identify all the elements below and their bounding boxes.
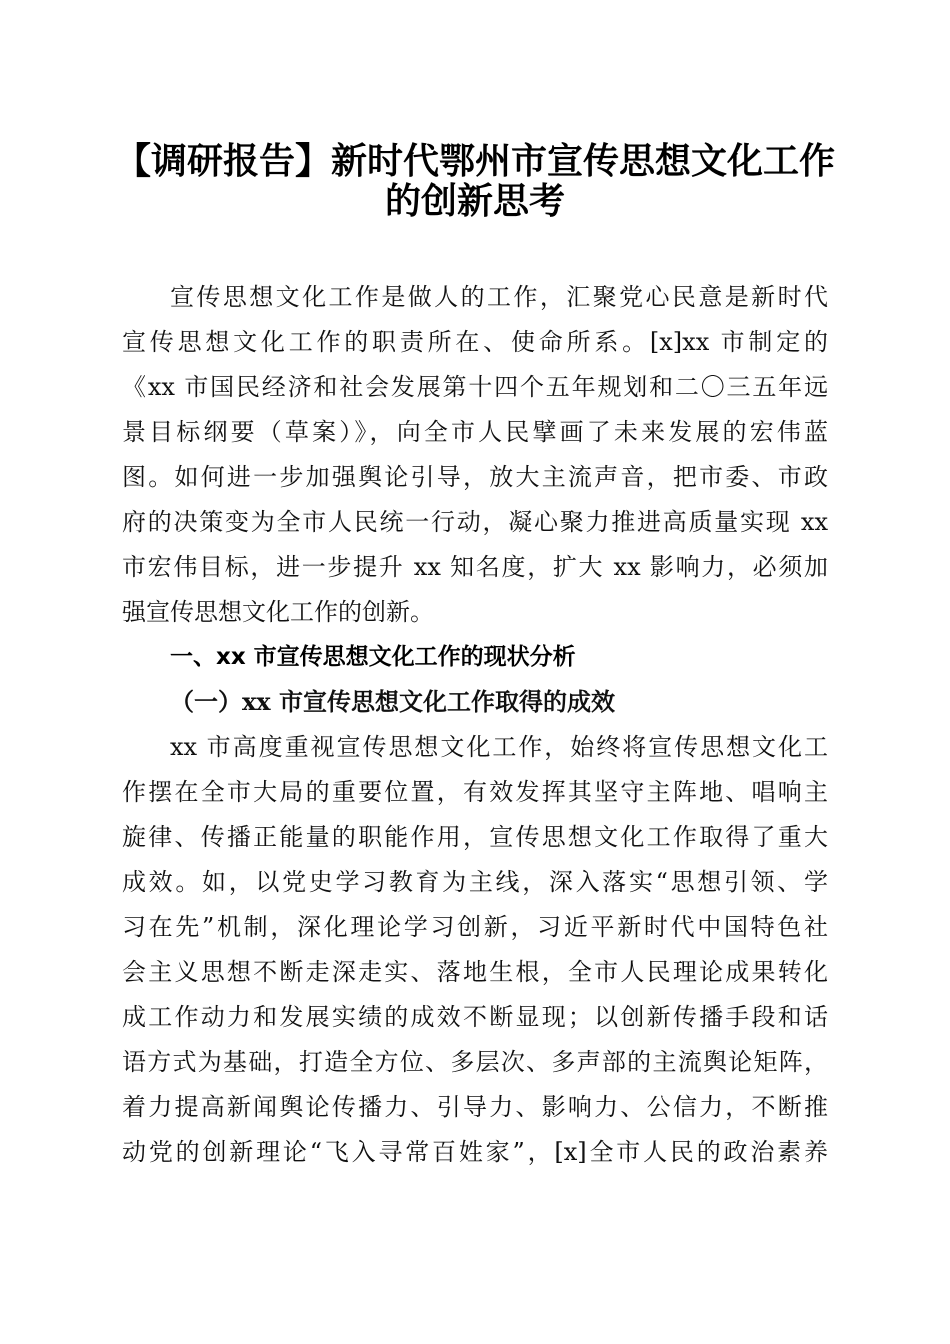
paragraph-line: 动党的创新理论“飞入寻常百姓家”，[x]全市人民的政治素养 [122,1138,828,1166]
paragraph-line: 宣传思想文化工作是做人的工作，汇聚党心民意是新时代 [170,283,828,311]
paragraph-line: 习在先”机制，深化理论学习创新，习近平新时代中国特色社 [122,913,828,941]
paragraph-line: 作摆在全市大局的重要位置，有效发挥其坚守主阵地、唱响主 [122,778,828,806]
paragraph-line: 成工作动力和发展实绩的成效不断显现；以创新传播手段和话 [122,1003,828,1031]
paragraph-line: 图。如何进一步加强舆论引导，放大主流声音，把市委、市政 [122,463,828,491]
paragraph-line: 会主义思想不断走深走实、落地生根，全市人民理论成果转化 [122,958,828,986]
subsection-heading: （一）xx 市宣传思想文化工作取得的成效 [170,687,615,716]
paragraph-line: 府的决策变为全市人民统一行动，凝心聚力推进高质量实现 xx [122,508,828,536]
paragraph-line: xx 市高度重视宣传思想文化工作，始终将宣传思想文化工 [170,733,828,761]
paragraph-line: 着力提高新闻舆论传播力、引导力、影响力、公信力，不断推 [122,1093,828,1121]
paragraph-line: 成效。如，以党史学习教育为主线，深入落实“思想引领、学 [122,868,828,896]
paragraph-line: 旋律、传播正能量的职能作用，宣传思想文化工作取得了重大 [122,823,828,851]
paragraph-line: 市宏伟目标，进一步提升 xx 知名度，扩大 xx 影响力，必须加 [122,553,828,581]
section-heading: 一、xx 市宣传思想文化工作的现状分析 [170,644,576,670]
document-title-line-2: 的创新思考 [384,181,565,222]
paragraph-line: 景目标纲要（草案）》，向全市人民擘画了未来发展的宏伟蓝 [122,418,828,446]
paragraph-line: 强宣传思想文化工作的创新。 [122,598,434,626]
paragraph-line: 《xx 市国民经济和社会发展第十四个五年规划和二〇三五年远 [122,373,828,401]
paragraph-line: 宣传思想文化工作的职责所在、使命所系。[x]xx 市制定的 [122,328,828,356]
paragraph-line: 语方式为基础，打造全方位、多层次、多声部的主流舆论矩阵， [122,1048,828,1076]
document-title-line-1: 【调研报告】新时代鄂州市宣传思想文化工作 [114,141,835,182]
